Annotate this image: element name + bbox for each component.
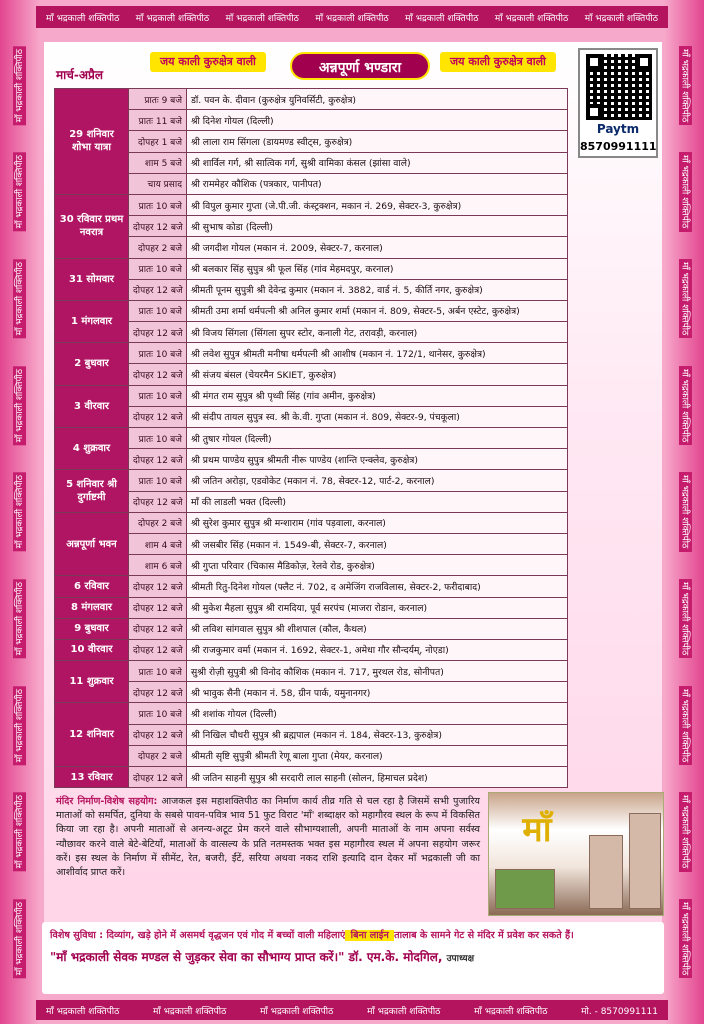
border-label: माँ भद्रकाली शक्तिपीठ xyxy=(46,13,120,24)
schedule-sponsor: श्री गुप्ता परिवार (चिकास मैडिकोज़, रेलवे रोड, कुरुक्षेत्र) xyxy=(187,555,568,576)
facility-gate: तालाब के सामने गेट से मंदिर में प्रवेश कर सकते हैं। xyxy=(394,930,574,941)
side-border-label: माँ भद्रकाली शक्तिपीठ xyxy=(13,579,26,658)
temple-note-heading: मंदिर निर्माण-विशेष सहयोग: xyxy=(56,796,158,807)
schedule-sponsor: श्री निखिल चौधरी सुपुत्र श्री ब्रह्मपाल (मकान नं. 184, सेक्टर-13, कुरुक्षेत्र) xyxy=(187,724,568,745)
schedule-time: दोपहर 12 बजे xyxy=(129,449,187,470)
schedule-row xyxy=(55,491,568,512)
side-border-label: माँ भद्रकाली शक्तिपीठ xyxy=(13,792,26,871)
garden-shape xyxy=(495,869,555,909)
right-border xyxy=(672,32,698,992)
schedule-table xyxy=(54,88,568,788)
contact-phone: मो. - 8570991111 xyxy=(581,1006,658,1017)
schedule-day: 9 बुधवार xyxy=(55,618,129,639)
schedule-sponsor: श्री संदीप तायल सुपुत्र स्व. श्री के.वी. गुप्ता (मकान नं. 809, सेक्टर-9, पंचकूला) xyxy=(187,406,568,427)
bottom-border-bar xyxy=(36,1000,668,1020)
schedule-row xyxy=(55,237,568,258)
temple-note-body: आजकल इस महाशक्तिपीठ का निर्माण कार्य तीव्र गति से चल रहा है जिसमें सभी पुजारिय माताओं को समर्पित, दुनिया के सबसे पावन-पवित्र भाव 51 फुट विराट 'माँ' शब्दाक्षर को महागौरव स्थल के रूप में विकसित किया जा रहा है। अपनी माताओं से अनन्य-अटूट प्रेम करने वाले सौभाग्यशाली, अपनी माताओं के नाम अपना सर्वस्व न्यौछावर करने वाले बेटे-बेटियाँ, माताओं के वात्सल्य के प्रति नतमस्तक भक्त इस महागौरव स्थल में अपना सहयोग जरूर करें। इस स्थल के निर्माण में सीमेंट, रेत, बजरी, ईंटें, सरिया अथवा नकद राशि इत्यादि दान देकर माँ भद्रकाली जी का आशीर्वाद प्राप्त करें। xyxy=(56,796,480,879)
schedule-day: 4 शुक्रवार xyxy=(55,428,129,470)
schedule-sponsor: श्रीमती सृष्टि सुपुत्री श्रीमती रेणू बाला गुप्ता (मेयर, करनाल) xyxy=(187,745,568,766)
schedule-day: 31 सोमवार xyxy=(55,258,129,300)
schedule-row xyxy=(55,470,568,491)
schedule-row xyxy=(55,767,568,788)
border-label: माँ भद्रकाली शक्तिपीठ xyxy=(474,1006,548,1017)
side-border-label: माँ भद्रकाली शक्तिपीठ xyxy=(13,366,26,445)
schedule-row xyxy=(55,406,568,427)
schedule-time: दोपहर 1 बजे xyxy=(129,131,187,152)
schedule-time: दोपहर 12 बजे xyxy=(129,322,187,343)
schedule-day: 30 रविवार प्रथम नवरात्र xyxy=(55,194,129,258)
schedule-row xyxy=(55,110,568,131)
slogan-left: जय काली कुरुक्षेत्र वाली xyxy=(150,52,266,72)
schedule-sponsor: श्री जतिन अरोड़ा, एडवोकेट (मकान नं. 78, सेक्टर-12, पार्ट-2, करनाल) xyxy=(187,470,568,491)
side-border-label: माँ भद्रकाली शक्तिपीठ xyxy=(679,259,692,338)
side-border-label: माँ भद्रकाली शक्तिपीठ xyxy=(679,579,692,658)
schedule-time: दोपहर 12 बजे xyxy=(129,576,187,597)
schedule-row xyxy=(55,745,568,766)
schedule-sponsor: श्रीमती पूनम सुपुत्री श्री देवेन्द्र कुमार (मकान नं. 3882, वार्ड नं. 5, कीर्ति नगर, कुरुक्षेत्र) xyxy=(187,279,568,300)
schedule-day: 29 शनिवार शोभा यात्रा xyxy=(55,89,129,195)
side-border-label: माँ भद्रकाली शक्तिपीठ xyxy=(679,46,692,125)
schedule-row xyxy=(55,343,568,364)
schedule-time: दोपहर 12 बजे xyxy=(129,491,187,512)
schedule-sponsor: श्री शार्विल गर्ग, श्री सात्विक गर्ग, सुश्री वामिका कंसल (झांसा वाले) xyxy=(187,152,568,173)
schedule-row xyxy=(55,639,568,660)
side-border-label: माँ भद्रकाली शक्तिपीठ xyxy=(679,686,692,765)
side-border-label: माँ भद्रकाली शक्तिपीठ xyxy=(13,472,26,551)
schedule-day: 5 शनिवार श्री दुर्गाष्टमी xyxy=(55,470,129,512)
schedule-row xyxy=(55,89,568,110)
schedule-row xyxy=(55,194,568,215)
temple-note xyxy=(56,795,480,880)
schedule-time: प्रातः 11 बजे xyxy=(129,110,187,131)
facility-no-line: बिना लाईन xyxy=(347,930,393,941)
schedule-row xyxy=(55,533,568,554)
schedule-sponsor: श्री लवेश सुपुत्र श्रीमती मनीषा धर्मपत्नी श्री आशीष (मकान नं. 172/1, थानेसर, कुरुक्षेत्र) xyxy=(187,343,568,364)
appeal-line xyxy=(50,948,656,965)
schedule-time: प्रातः 10 बजे xyxy=(129,470,187,491)
paytm-logo: Paytm xyxy=(596,122,640,136)
schedule-time: दोपहर 12 बजे xyxy=(129,618,187,639)
schedule-time: दोपहर 12 बजे xyxy=(129,216,187,237)
schedule-sponsor: श्री मंगत राम सुपुत्र श्री पृथ्वी सिंह (गांव अमीन, कुरुक्षेत्र) xyxy=(187,385,568,406)
schedule-row xyxy=(55,703,568,724)
side-border-label: माँ भद्रकाली शक्तिपीठ xyxy=(13,152,26,231)
schedule-time: दोपहर 2 बजे xyxy=(129,512,187,533)
schedule-row xyxy=(55,682,568,703)
schedule-time: दोपहर 12 बजे xyxy=(129,724,187,745)
schedule-row xyxy=(55,279,568,300)
schedule-row xyxy=(55,300,568,321)
qr-code-icon xyxy=(586,54,652,120)
schedule-row xyxy=(55,724,568,745)
border-label: माँ भद्रकाली शक्तिपीठ xyxy=(315,13,389,24)
schedule-day: 12 शनिवार xyxy=(55,703,129,767)
schedule-time: दोपहर 2 बजे xyxy=(129,745,187,766)
schedule-time: चाय प्रसाद xyxy=(129,173,187,194)
schedule-sponsor: श्री संजय बंसल (चेयरमैन SKIET, कुरुक्षेत्र) xyxy=(187,364,568,385)
side-border-label: माँ भद्रकाली शक्तिपीठ xyxy=(13,259,26,338)
schedule-time: शाम 5 बजे xyxy=(129,152,187,173)
special-facility-line xyxy=(50,928,656,941)
schedule-sponsor: श्री विपुल कुमार गुप्ता (जे.पी.जी. कंस्ट्रक्शन, मकान नं. 269, सेक्टर-3, कुरुक्षेत्र) xyxy=(187,194,568,215)
slogan-right: जय काली कुरुक्षेत्र वाली xyxy=(440,52,556,72)
facility-label: विशेष सुविधा : xyxy=(50,930,107,941)
schedule-time: दोपहर 12 बजे xyxy=(129,767,187,788)
border-label: माँ भद्रकाली शक्तिपीठ xyxy=(153,1006,227,1017)
schedule-row xyxy=(55,428,568,449)
building-shape xyxy=(589,835,623,909)
schedule-row xyxy=(55,152,568,173)
facility-who: दिव्यांग, खड़े होने में असमर्थ वृद्धजन एवं गोद में बच्चों वाली महिलाएं xyxy=(106,930,346,941)
schedule-row xyxy=(55,512,568,533)
border-label: माँ भद्रकाली शक्तिपीठ xyxy=(405,13,479,24)
schedule-sponsor: श्री राममेहर कौशिक (पत्रकार, पानीपत) xyxy=(187,173,568,194)
schedule-time: दोपहर 12 बजे xyxy=(129,597,187,618)
appeal-quote: "माँ भद्रकाली सेवक मण्डल से जुड़कर सेवा का सौभाग्य प्राप्त करें।" xyxy=(50,950,345,964)
schedule-row xyxy=(55,364,568,385)
side-border-label: माँ भद्रकाली शक्तिपीठ xyxy=(679,366,692,445)
border-label: माँ भद्रकाली शक्तिपीठ xyxy=(367,1006,441,1017)
border-label: माँ भद्रकाली शक्तिपीठ xyxy=(260,1006,334,1017)
side-border-label: माँ भद्रकाली शक्तिपीठ xyxy=(13,899,26,978)
schedule-sponsor: श्री विजय सिंगला (सिंगला सुपर स्टोर, कनाली गेट, तरावड़ी, करनाल) xyxy=(187,322,568,343)
schedule-row xyxy=(55,618,568,639)
footer-note xyxy=(42,922,664,994)
border-label: माँ भद्रकाली शक्तिपीठ xyxy=(225,13,299,24)
side-border-label: माँ भद्रकाली शक्तिपीठ xyxy=(679,792,692,871)
schedule-day: 1 मंगलवार xyxy=(55,300,129,342)
schedule-sponsor: श्री दिनेश गोयल (दिल्ली) xyxy=(187,110,568,131)
schedule-day: 6 रविवार xyxy=(55,576,129,597)
schedule-sponsor: श्रीमती रितु-दिनेश गोयल (फ्लैट नं. 702, द अमेजिंग राजविलास, सेक्टर-2, फरीदाबाद) xyxy=(187,576,568,597)
schedule-row xyxy=(55,597,568,618)
schedule-row xyxy=(55,216,568,237)
schedule-time: प्रातः 10 बजे xyxy=(129,428,187,449)
signer-name: डॉ. एम.के. मोदगिल, xyxy=(348,950,443,964)
schedule-time: प्रातः 10 बजे xyxy=(129,703,187,724)
schedule-row xyxy=(55,449,568,470)
month-label: मार्च-अप्रैल xyxy=(56,68,104,82)
schedule-day: 11 शुक्रवार xyxy=(55,661,129,703)
schedule-sponsor: श्री जसबीर सिंह (मकान नं. 1549-बी, सेक्टर-7, करनाल) xyxy=(187,533,568,554)
schedule-time: दोपहर 12 बजे xyxy=(129,639,187,660)
temple-photo xyxy=(488,792,664,916)
schedule-row xyxy=(55,258,568,279)
poster-title: अन्नपूर्णा भण्डारा xyxy=(290,52,430,80)
schedule-sponsor: श्री भावुक सैनी (मकान नं. 58, ग्रीन पार्क, यमुनानगर) xyxy=(187,682,568,703)
schedule-sponsor: श्री प्रथम पाण्डेय सुपुत्र श्रीमती नीरू पाण्डेय (शान्ति एन्क्लेव, कुरुक्षेत्र) xyxy=(187,449,568,470)
schedule-row xyxy=(55,322,568,343)
schedule-time: प्रातः 10 बजे xyxy=(129,258,187,279)
schedule-sponsor: श्री सुरेश कुमार सुपुत्र श्री मन्शाराम (गांव पड़वाला, करनाल) xyxy=(187,512,568,533)
border-label: माँ भद्रकाली शक्तिपीठ xyxy=(584,13,658,24)
schedule-time: प्रातः 10 बजे xyxy=(129,194,187,215)
schedule-sponsor: श्रीमती उमा शर्मा धर्मपत्नी श्री अनिल कुमार शर्मा (मकान नं. 809, सेक्टर-5, अर्बन एस्टेट, कुरुक्षेत्र) xyxy=(187,300,568,321)
schedule-day: अन्नपूर्णा भवन xyxy=(55,512,129,576)
schedule-sponsor: सुश्री रोज़ी सुपुत्री श्री विनोद कौशिक (मकान नं. 717, मुरथल रोड, सोनीपत) xyxy=(187,661,568,682)
schedule-sponsor: माँ की लाडली भक्त (दिल्ली) xyxy=(187,491,568,512)
side-border-label: माँ भद्रकाली शक्तिपीठ xyxy=(679,472,692,551)
schedule-row xyxy=(55,131,568,152)
schedule-sponsor: डॉ. पवन के. दीवान (कुरुक्षेत्र युनिवर्सिटी, कुरुक्षेत्र) xyxy=(187,89,568,110)
schedule-sponsor: श्री बलकार सिंह सुपुत्र श्री फूल सिंह (गांव मेहमदपुर, करनाल) xyxy=(187,258,568,279)
maa-monument-text: माँ xyxy=(522,810,552,850)
schedule-time: दोपहर 12 बजे xyxy=(129,364,187,385)
schedule-sponsor: श्री लाला राम सिंगला (डायमण्ड स्वीट्स, कुरुक्षेत्र) xyxy=(187,131,568,152)
side-border-label: माँ भद्रकाली शक्तिपीठ xyxy=(679,152,692,231)
schedule-sponsor: श्री जतिन साहनी सुपुत्र श्री सरदारी लाल साहनी (सोलन, हिमाचल प्रदेश) xyxy=(187,767,568,788)
schedule-day: 2 बुधवार xyxy=(55,343,129,385)
schedule-sponsor: श्री सुभाष कोडा (दिल्ली) xyxy=(187,216,568,237)
schedule-time: दोपहर 12 बजे xyxy=(129,279,187,300)
schedule-sponsor: श्री राजकुमार वर्मा (मकान नं. 1692, सेक्टर-1, अमेधा गौर सौन्दर्यम्, नोएडा) xyxy=(187,639,568,660)
schedule-sponsor: श्री तुषार गोयल (दिल्ली) xyxy=(187,428,568,449)
schedule-time: दोपहर 12 बजे xyxy=(129,406,187,427)
schedule-day: 13 रविवार xyxy=(55,767,129,788)
border-label: माँ भद्रकाली शक्तिपीठ xyxy=(494,13,569,24)
schedule-row xyxy=(55,555,568,576)
side-border-label: माँ भद्रकाली शक्तिपीठ xyxy=(679,899,692,978)
building-shape xyxy=(629,813,661,909)
schedule-day: 8 मंगलवार xyxy=(55,597,129,618)
paytm-phone: 8570991111 xyxy=(580,140,657,153)
border-label: माँ भद्रकाली शक्तिपीठ xyxy=(46,1006,120,1017)
schedule-sponsor: श्री मुकेश मैहला सुपुत्र श्री रामदिया, पूर्व सरपंच (माजरा रोडान, करनाल) xyxy=(187,597,568,618)
schedule-time: शाम 6 बजे xyxy=(129,555,187,576)
side-border-label: माँ भद्रकाली शक्तिपीठ xyxy=(13,46,26,125)
schedule-day: 10 वीरवार xyxy=(55,639,129,660)
schedule-time: शाम 4 बजे xyxy=(129,533,187,554)
schedule-sponsor: श्री शशांक गोयल (दिल्ली) xyxy=(187,703,568,724)
schedule-sponsor: श्री जगदीश गोयल (मकान नं. 2009, सेक्टर-7, करनाल) xyxy=(187,237,568,258)
side-border-label: माँ भद्रकाली शक्तिपीठ xyxy=(13,686,26,765)
top-border-bar xyxy=(36,6,668,28)
schedule-sponsor: श्री लविश सांगवाल सुपुत्र श्री शीशपाल (कौल, कैथल) xyxy=(187,618,568,639)
left-border xyxy=(6,32,32,992)
schedule-time: दोपहर 2 बजे xyxy=(129,237,187,258)
signer-role: उपाध्यक्ष xyxy=(446,954,475,964)
schedule-time: प्रातः 10 बजे xyxy=(129,385,187,406)
paytm-qr-card[interactable] xyxy=(578,48,658,158)
schedule-day: 3 वीरवार xyxy=(55,385,129,427)
schedule-time: प्रातः 10 बजे xyxy=(129,300,187,321)
schedule-row xyxy=(55,385,568,406)
border-label: माँ भद्रकाली शक्तिपीठ xyxy=(135,13,210,24)
schedule-row xyxy=(55,576,568,597)
schedule-row xyxy=(55,661,568,682)
schedule-time: दोपहर 12 बजे xyxy=(129,682,187,703)
schedule-time: प्रातः 10 बजे xyxy=(129,661,187,682)
schedule-time: प्रातः 10 बजे xyxy=(129,343,187,364)
schedule-row xyxy=(55,173,568,194)
schedule-time: प्रातः 9 बजे xyxy=(129,89,187,110)
